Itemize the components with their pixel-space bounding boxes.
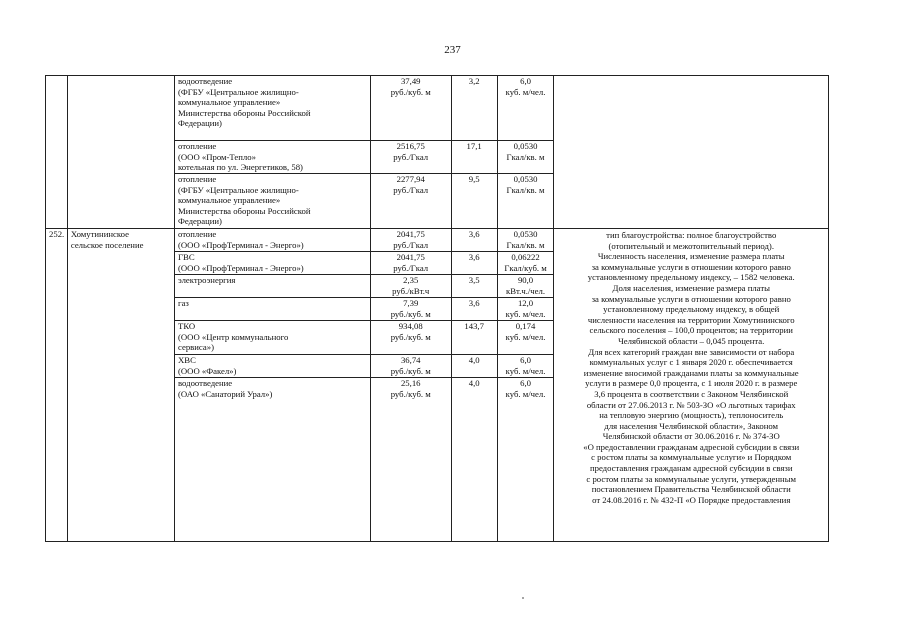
norm-cell [497, 174, 554, 229]
norm-cell [497, 229, 554, 252]
settlement-name-cell [67, 229, 174, 542]
service-name: отопление [178, 174, 217, 184]
norm-unit: куб. м/чел. [505, 365, 546, 376]
service-provider: (ООО «ПрофТерминал - Энерго») [178, 262, 304, 273]
tariff-cell [370, 141, 451, 174]
service-name: ТКО [178, 321, 196, 331]
description-line: тип благоустройства: полное благоустройство [606, 230, 777, 240]
percent-value: 9,5 [468, 174, 480, 184]
service-name: отопление [178, 141, 217, 151]
tariff-cell [370, 174, 451, 229]
service-cell [175, 141, 371, 174]
norm-cell [497, 355, 554, 378]
norm-value: 12,0 [517, 298, 534, 308]
tariff-unit: руб./куб. м [390, 331, 431, 342]
service-cell [175, 229, 371, 252]
tariff-unit: руб./кВт.ч [392, 285, 430, 296]
tariff-unit: руб./куб. м [390, 308, 431, 319]
norm-unit: Гкал/куб. м [504, 262, 547, 273]
tariff-unit: руб./куб. м [390, 86, 431, 97]
description-line: за коммунальные услуги в отношении которого равно [591, 293, 791, 304]
service-provider: (ООО «Центр коммунального [178, 331, 289, 342]
norm-value: 6,0 [520, 378, 531, 388]
tariff-unit: руб./куб. м [390, 365, 431, 376]
service-provider: Федерации) [178, 118, 222, 129]
percent-cell [451, 174, 497, 229]
service-provider: (ФГБУ «Центральное жилищно- [178, 184, 299, 195]
description-line: области от 27.06.2013 г. № 503-ЗО «О льготных тарифах [586, 399, 796, 410]
service-provider: сервиса») [178, 342, 214, 353]
service-provider: котельная по ул. Энергетиков, 58) [178, 162, 303, 173]
tariff-value: 2041,75 [396, 252, 425, 262]
tariff-table [45, 75, 829, 542]
tariff-unit: руб./Гкал [393, 239, 429, 250]
description-line: установленному предельному индексу, в общей [603, 304, 780, 315]
service-cell [175, 174, 371, 229]
norm-value: 6,0 [520, 76, 531, 86]
service-name: отопление [178, 229, 217, 239]
percent-value: 3,6 [468, 298, 480, 308]
tariff-cell [370, 378, 451, 542]
page-number: 237 [444, 44, 461, 56]
percent-value: 3,6 [468, 229, 480, 239]
norm-value: 0,0530 [513, 141, 538, 151]
service-cell [175, 252, 371, 275]
norm-cell [497, 252, 554, 275]
tariff-value: 25,16 [400, 378, 421, 388]
norm-unit: куб. м/чел. [505, 308, 546, 319]
service-provider: (ООО «Факел») [178, 365, 237, 376]
percent-cell [451, 321, 497, 355]
description-line: Численность населения, изменение размера платы [597, 251, 785, 262]
description-line: за коммунальные услуги в отношении которого равно [591, 261, 791, 272]
row-number-cell [46, 76, 68, 229]
description-line: для населения Челябинской области», Законом [604, 420, 779, 431]
percent-value: 3,5 [468, 275, 480, 285]
norm-value: 90,0 [517, 275, 534, 285]
table-row [46, 76, 829, 141]
description-line: услуги в размере 0,0 процента, с 1 июля 2020 г. в размере [585, 378, 798, 389]
norm-cell [497, 298, 554, 321]
norm-cell [497, 141, 554, 174]
description-line: Для всех категорий граждан вне зависимости от набора [588, 346, 795, 357]
percent-value: 4,0 [468, 355, 480, 365]
tariff-value: 2041,75 [396, 229, 425, 239]
service-name: ХВС [178, 355, 196, 365]
description-line: на тепловую энергию (мощность), теплоноситель [599, 410, 784, 421]
percent-cell [451, 355, 497, 378]
service-cell [175, 321, 371, 355]
service-cell [175, 355, 371, 378]
service-cell [175, 378, 371, 542]
description-line: Челябинской области от 30.06.2016 г. № 374-ЗО [602, 431, 780, 442]
tariff-cell [370, 252, 451, 275]
service-provider: (ФГБУ «Центральное жилищно- [178, 86, 299, 97]
description-line: 3,6 процента в соответствии с Законом Челябинской [594, 388, 789, 399]
service-name: газ [178, 298, 189, 308]
description-cell [554, 229, 829, 542]
service-name: электроэнергия [178, 275, 236, 285]
percent-cell [451, 252, 497, 275]
description-line: предоставления гражданам адресной субсидии в связи [589, 463, 793, 474]
norm-unit: куб. м/чел. [505, 388, 546, 399]
service-name: ГВС [178, 252, 195, 262]
description-line: Доля населения, изменение размера платы [612, 282, 770, 293]
norm-cell [497, 321, 554, 355]
norm-unit: куб. м/чел. [505, 86, 546, 97]
description-text [557, 230, 825, 505]
description-cell [554, 76, 829, 229]
service-provider: Федерации) [178, 216, 222, 227]
tariff-cell [370, 298, 451, 321]
norm-value: 0,06222 [511, 252, 540, 262]
service-provider: (ООО «Пром-Тепло» [178, 151, 256, 162]
tariff-value: 7,39 [403, 298, 419, 308]
service-cell [175, 275, 371, 298]
percent-cell [451, 76, 497, 141]
norm-value: 0,0530 [513, 229, 538, 239]
norm-unit: Гкал/кв. м [506, 151, 545, 162]
tariff-cell [370, 76, 451, 141]
service-provider: (ООО «ПрофТерминал - Энерго») [178, 239, 304, 250]
description-line: установленному предельному индексу, – 1582 человека. [587, 272, 795, 283]
percent-value: 143,7 [464, 321, 484, 331]
description-line: (отопительный и межотопительный период). [608, 240, 775, 251]
settlement-name-cell [67, 76, 174, 229]
service-name: водоотведение [178, 378, 233, 388]
tariff-value: 934,08 [398, 321, 423, 331]
description-line: сельского поселения – 100,0 процентов; на территории [589, 325, 793, 336]
tariff-unit: руб./куб. м [390, 388, 431, 399]
percent-cell [451, 298, 497, 321]
percent-value: 3,2 [468, 76, 480, 86]
tariff-value: 2,35 [403, 275, 419, 285]
description-line: «О предоставлении гражданам адресной субсидии в связи [583, 441, 800, 452]
tariff-cell [370, 275, 451, 298]
norm-unit: Гкал/кв. м [506, 184, 545, 195]
percent-cell [451, 141, 497, 174]
description-line: численности населения на территории Хомутининского [587, 314, 795, 325]
description-line: Челябинской области – 0,045 процента. [618, 335, 765, 346]
service-provider: Министерства обороны Российской [178, 205, 311, 216]
tariff-value: 2516,75 [396, 141, 425, 151]
scan-speck [522, 597, 524, 599]
norm-cell [497, 378, 554, 542]
service-cell [175, 298, 371, 321]
percent-value: 17,1 [466, 141, 482, 151]
service-cell [175, 76, 371, 141]
norm-cell [497, 275, 554, 298]
service-provider: коммунальное управление» [178, 195, 281, 206]
tariff-cell [370, 355, 451, 378]
description-line: с ростом платы за коммунальные услуги, утвержденным [586, 473, 797, 484]
percent-cell [451, 275, 497, 298]
description-line: коммунальных услуг с 1 января 2020 г. обеспечивается [589, 357, 793, 368]
table-row [46, 229, 829, 252]
tariff-value: 36,74 [400, 355, 421, 365]
row-number: 252. [49, 229, 65, 239]
norm-cell [497, 76, 554, 141]
service-provider: (ОАО «Санаторий Урал») [178, 388, 273, 399]
tariff-cell [370, 229, 451, 252]
tariff-value: 37,49 [400, 76, 421, 86]
description-line: от 24.08.2016 г. № 432-П «О Порядке предоставления [592, 494, 791, 505]
norm-value: 0,0530 [513, 174, 538, 184]
description-line: с ростом платы за коммунальные услуги» и Порядком [591, 452, 792, 463]
norm-value: 0,174 [515, 321, 536, 331]
settlement-name: сельское поселение [70, 239, 144, 250]
percent-cell [451, 229, 497, 252]
service-name: водоотведение [178, 76, 233, 86]
settlement-name: Хомутининское [70, 229, 129, 239]
percent-value: 4,0 [468, 378, 480, 388]
description-line: постановлением Правительства Челябинской области [591, 484, 791, 495]
tariff-value: 2277,94 [396, 174, 425, 184]
tariff-unit: руб./Гкал [393, 262, 429, 273]
percent-value: 3,6 [468, 252, 480, 262]
description-line: изменение вносимой гражданами платы за коммунальные [583, 367, 799, 378]
norm-value: 6,0 [520, 355, 531, 365]
tariff-unit: руб./Гкал [393, 184, 429, 195]
tariff-cell [370, 321, 451, 355]
service-provider: Министерства обороны Российской [178, 107, 311, 118]
percent-cell [451, 378, 497, 542]
tariff-unit: руб./Гкал [393, 151, 429, 162]
norm-unit: кВт.ч./чел. [506, 285, 546, 296]
norm-unit: куб. м/чел. [505, 331, 546, 342]
norm-unit: Гкал/кв. м [506, 239, 545, 250]
service-provider: коммунальное управление» [178, 97, 281, 108]
row-number-cell [46, 229, 68, 542]
